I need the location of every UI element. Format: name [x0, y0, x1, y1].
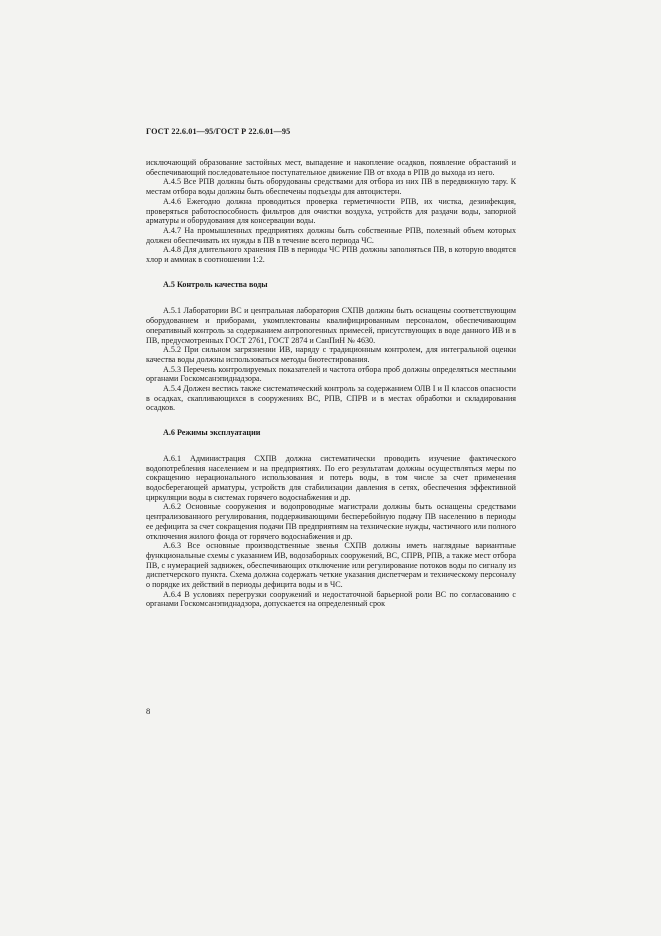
page-number: 8 — [146, 706, 151, 716]
page-body — [146, 158, 516, 609]
paragraph: А.4.6 Ежегодно должна проводиться проверка герметичности РПВ, их чистка, дезинфекция, проверяться работоспособность фильтров для очистки воздуха, устройств для раздачи воды, запорной арматуры и оборудования для консервации воды. — [146, 196, 516, 226]
paragraph: А.6.2 Основные сооружения и водопроводные магистрали должны быть оснащены средствами централизованного регулирования, поддерживающими бесперебойную подачу ПВ населению в периоды ее дефицита за счет сокращения подачи ПВ предприятиям на технические нужды, частичного или полного отключения жилого фонда от горячего водоснабжения и др. — [146, 502, 516, 541]
paragraph: А.5.1 Лаборатории ВС и центральная лаборатория СХПВ должны быть оснащены соответствующим оборудованием и приборами, укомплектованы квалифицированным персоналом, обеспечивающим оперативный контроль за содержанием антропогенных примесей, присутствующих в воде данного ИВ и в ПВ, предусмотренных ГОСТ 2761, ГОСТ 2874 и СанПиН № 4630. — [146, 306, 516, 345]
paragraph: А.6.3 Все основные производственные звенья СХПВ должны иметь наглядные вариантные функциональные схемы с указанием ИВ, водозаборных сооружений, ВС, СПРВ, РПВ, а также мест отбора ПВ, с нумерацией задвижек, обеспечивающих отключение или регулирование потоков воды по сигналу из диспетчерского пункта. Схема должна содержать четкие указания диспетчерам и техническому персоналу о порядке их действий в периоды дефицита воды и в ЧС. — [146, 541, 516, 590]
paragraph: А.4.8 Для длительного хранения ПВ в периоды ЧС РПВ должны заполняться ПВ, в которую вводятся хлор и аммиак в соотношении 1:2. — [146, 245, 516, 265]
paragraph: А.4.5 Все РПВ должны быть оборудованы средствами для отбора из них ПВ в передвижную тару. К местам отбора воды должны быть обеспечены подъезды для автоцистерн. — [146, 177, 516, 197]
paragraph: А.6.4 В условиях перегрузки сооружений и недостаточной барьерной роли ВС по согласованию с органами Госкомсанэпиднадзора, допускается на определенный срок — [146, 589, 516, 609]
paragraph: исключающий образование застойных мест, выпадение и накопление осадков, появление обрастаний и обеспечивающий последовательное поступательное движение ПВ от входа в РПВ до выхода из него. — [146, 158, 516, 177]
page-header: ГОСТ 22.6.01—95/ГОСТ Р 22.6.01—95 — [146, 127, 291, 136]
section-heading-a5: А.5 Контроль качества воды — [163, 279, 268, 289]
section-heading-a6: А.6 Режимы эксплуатации — [163, 428, 261, 438]
paragraph: А.5.2 При сильном загрязнении ИВ, наряду с традиционным контролем, для интегральной оценки качества воды должны использоваться методы биотестирования. — [146, 345, 516, 364]
paragraph: А.6.1 Администрация СХПВ должна систематически проводить изучение фактического водопотребления населением и на предприятиях. По его результатам должны осуществляться меры по сокращению нерационального использования и потерь воды, в том числе за счет применения водосберегающей арматуры, устройств для стабилизации давления в сетях, обеспечения эффективной циркуляции воды в системах горячего водоснабжения и др. — [146, 453, 516, 502]
paragraph: А.4.7 На промышленных предприятиях должны быть собственные РПВ, полезный объем которых должен обеспечивать их нужды в ПВ в течение всего периода ЧС. — [146, 225, 516, 245]
paragraph: А.5.3 Перечень контролируемых показателей и частота отбора проб должны определяться местными органами Госкомсанэпиднадзора. — [146, 364, 516, 384]
paragraph: А.5.4 Должен вестись также систематический контроль за содержанием ОЛВ I и II классов опасности в осадках, скапливающихся в сооружениях ВС, РПВ, СПРВ и в местах обработки и складирования осадков. — [146, 384, 516, 413]
